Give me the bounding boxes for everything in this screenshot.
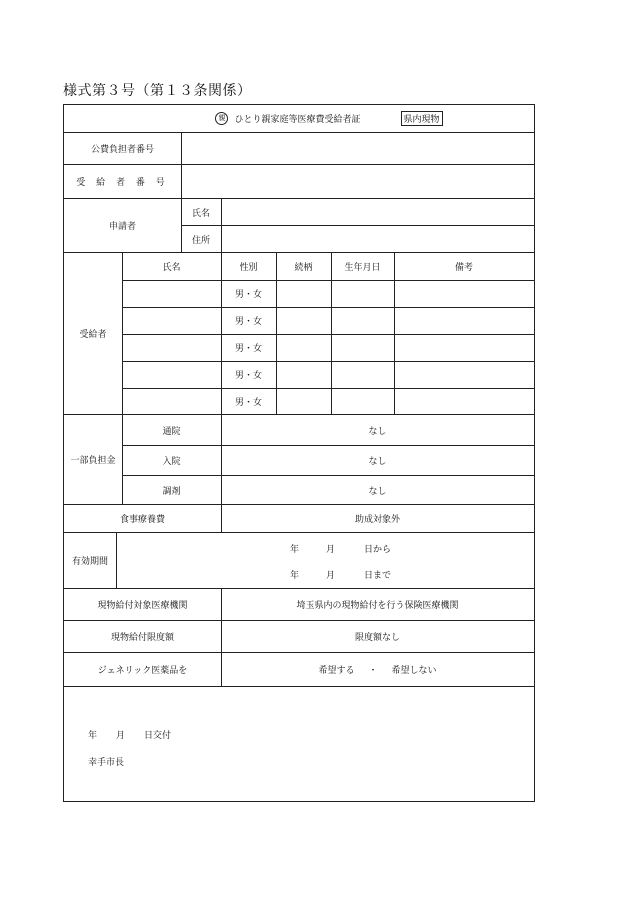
scope-label: 県内現物 (401, 111, 443, 126)
public-payer-row (64, 132, 534, 164)
valid-to-year: 年 (290, 571, 300, 581)
meal-cost-row (64, 504, 534, 532)
valid-period-label: 有効期間 (71, 557, 108, 567)
in-kind-institution-label: 現物給付対象医療機関 (97, 601, 188, 611)
generic-medicine-label: ジェネリック医薬品を (97, 666, 188, 676)
issue-year: 年 (88, 731, 98, 741)
recipients-section (64, 252, 534, 414)
gender-choice[interactable]: 男・女 (234, 290, 262, 300)
outpatient-value: なし (368, 426, 387, 437)
in-kind-institution-row (64, 588, 534, 620)
recipient-certificate-form (63, 104, 535, 802)
inpatient-label: 入院 (162, 456, 181, 467)
header-remarks: 備考 (454, 263, 473, 273)
recipient-number-label: 受 給 者 番 号 (76, 178, 169, 188)
outpatient-label: 通院 (162, 426, 181, 437)
valid-to-day: 日まで (364, 571, 392, 581)
applicant-name-label: 氏名 (191, 208, 210, 219)
meal-cost-value: 助成対象外 (354, 515, 400, 525)
generic-medicine-row (64, 652, 534, 686)
recipient-number-field[interactable] (181, 165, 534, 198)
in-kind-institution-value: 埼玉県内の現物給付を行う保険医療機関 (296, 601, 459, 611)
gender-choice[interactable]: 男・女 (234, 398, 262, 408)
applicant-section (64, 198, 534, 252)
seal-mark: 親 (215, 112, 228, 125)
in-kind-limit-label: 現物給付限度額 (110, 633, 174, 643)
dispensing-label: 調剤 (162, 486, 181, 497)
inpatient-value: なし (368, 456, 387, 467)
header-gender: 性別 (239, 263, 258, 273)
valid-from-day: 日から (364, 545, 392, 555)
issue-day: 日交付 (144, 731, 172, 741)
valid-from-month: 月 (326, 545, 336, 555)
gender-choice[interactable]: 男・女 (234, 371, 262, 381)
recipient-number-row (64, 164, 534, 198)
certificate-title: ひとり親家庭等医療費受給者証 (234, 115, 361, 125)
gender-choice[interactable]: 男・女 (234, 317, 262, 327)
applicant-label: 申請者 (108, 222, 136, 232)
header-name: 氏名 (162, 263, 181, 273)
issue-month: 月 (116, 731, 126, 741)
generic-separator: ・ (368, 666, 378, 676)
recipients-label: 受給者 (79, 330, 107, 340)
header-relationship: 続柄 (294, 263, 313, 273)
page-heading: 様式第３号（第１３条関係） (63, 83, 252, 99)
applicant-address-field[interactable] (221, 226, 534, 253)
meal-cost-label: 食事療養費 (119, 515, 165, 525)
issuer-name: 幸手市長 (88, 758, 125, 768)
public-payer-field[interactable] (181, 133, 534, 164)
dispensing-value: なし (368, 486, 387, 497)
generic-option-yes[interactable]: 希望する (318, 666, 355, 676)
valid-period-row (64, 532, 534, 588)
header-birthdate: 生年月日 (344, 263, 381, 273)
title-row (64, 105, 534, 132)
partial-payment-section (64, 414, 534, 504)
generic-option-no[interactable]: 希望しない (391, 666, 437, 676)
applicant-address-label: 住所 (191, 236, 210, 246)
issuance-section (64, 686, 534, 801)
applicant-name-field[interactable] (221, 199, 534, 225)
valid-to-month: 月 (326, 571, 336, 581)
in-kind-limit-row (64, 620, 534, 652)
partial-payment-label: 一部負担金 (70, 456, 116, 466)
valid-from-year: 年 (290, 545, 300, 555)
in-kind-limit-value: 限度額なし (354, 633, 400, 643)
gender-choice[interactable]: 男・女 (234, 344, 262, 354)
public-payer-label: 公費負担者番号 (90, 145, 154, 155)
